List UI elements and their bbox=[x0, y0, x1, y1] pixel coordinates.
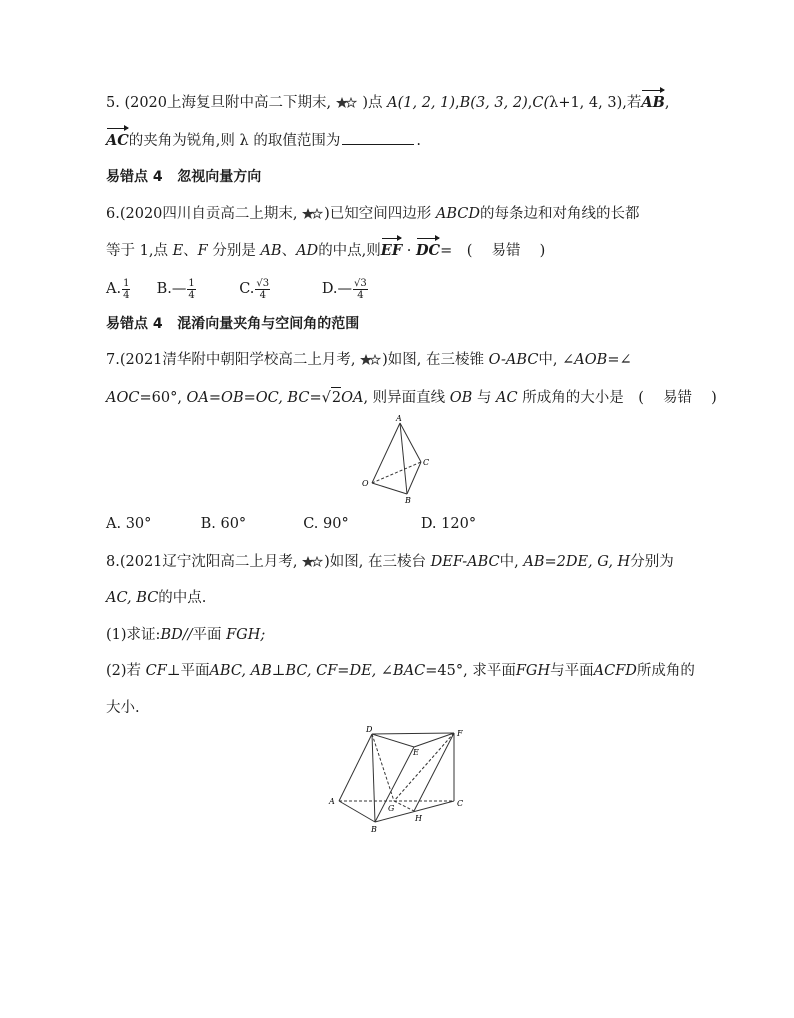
q7-line1: 7.(2021清华附中朝阳学校高二上月考, )如图, 在三棱锥 O-ABC中, ∠AOB=∠ bbox=[106, 352, 632, 368]
label-o: O bbox=[362, 479, 369, 488]
q5-number: 5. bbox=[106, 95, 120, 111]
edge-gh-hidden bbox=[394, 801, 414, 811]
label-c: C bbox=[457, 799, 464, 808]
q7-line2: AOC=60°, OA=OB=OC, BC=√2OA, 则异面直线 OB 与 AC 所成角的大小是 ( 易错 ) bbox=[106, 387, 717, 408]
label-g: G bbox=[388, 804, 395, 813]
label-a: A bbox=[396, 414, 402, 423]
q8-number: 8. bbox=[106, 554, 120, 570]
label-a: A bbox=[329, 797, 335, 806]
q6-option-a[interactable]: A. $\frac{1}{4}$ bbox=[106, 277, 130, 301]
edge-bd bbox=[372, 734, 375, 822]
label-b: B bbox=[405, 496, 411, 505]
q6-option-c[interactable]: C. $\frac{√3}{4}$ bbox=[239, 277, 270, 301]
difficulty-star-icon bbox=[302, 208, 324, 220]
label-e: E bbox=[413, 748, 419, 757]
edge-de bbox=[372, 734, 414, 747]
difficulty-star-icon bbox=[360, 354, 382, 366]
label-f: F bbox=[457, 729, 463, 738]
edge-be bbox=[375, 747, 414, 822]
edge-ao bbox=[372, 423, 400, 483]
q7-options bbox=[106, 514, 476, 534]
frustum-figure bbox=[322, 722, 474, 838]
vector-dc: DC bbox=[415, 242, 441, 259]
q7-number: 7. bbox=[106, 352, 120, 368]
label-d: D bbox=[366, 725, 373, 734]
label-b: B bbox=[371, 825, 377, 834]
q6-options bbox=[106, 276, 369, 302]
answer-blank[interactable] bbox=[342, 130, 414, 145]
edge-ob bbox=[372, 483, 407, 494]
vector-ef: EF bbox=[380, 242, 403, 259]
q8-part1: (1)求证:BD//平面 FGH; bbox=[106, 627, 266, 643]
q5-line2: AC的夹角为锐角,则 λ 的取值范围为 . bbox=[106, 132, 421, 149]
tetrahedron-figure bbox=[360, 413, 440, 505]
section-heading-1: 易错点 4 忽视向量方向 bbox=[106, 169, 262, 185]
edge-ab bbox=[339, 801, 375, 822]
edge-ad bbox=[339, 734, 372, 801]
difficulty-star-icon bbox=[336, 97, 358, 109]
label-c: C bbox=[423, 458, 430, 467]
vector-ac: AC bbox=[106, 132, 129, 149]
q7-option-d[interactable]: D. 120° bbox=[420, 516, 477, 532]
q8-line4: 大小. bbox=[106, 700, 140, 716]
q6-option-d[interactable]: D.— $\frac{√3}{4}$ bbox=[321, 277, 367, 301]
q7-option-c[interactable]: C. 90° bbox=[303, 516, 349, 532]
vector-ab: AB bbox=[641, 94, 665, 111]
q7-option-b[interactable]: B. 60° bbox=[200, 516, 247, 532]
edge-df bbox=[372, 733, 454, 734]
q6-option-b[interactable]: B.— $\frac{1}{4}$ bbox=[156, 277, 195, 301]
q7-option-a[interactable]: A. 30° bbox=[106, 516, 152, 532]
q8-line1: 8.(2021辽宁沈阳高二上月考, )如图, 在三棱台 DEF-ABC中, AB=2DE, G, H分别为 bbox=[106, 554, 674, 570]
section-heading-2: 易错点 4 混淆向量夹角与空间角的范围 bbox=[106, 316, 360, 332]
q8-part2: (2)若 CF⊥平面ABC, AB⊥BC, CF=DE, ∠BAC=45°, 求平面FGH与平面ACFD所成角的 bbox=[106, 663, 695, 679]
difficulty-star-icon bbox=[302, 556, 324, 568]
q6-line2: 等于 1,点 E、F 分别是 AB、AD的中点,则EF · DC= ( 易错 ) bbox=[106, 242, 546, 259]
q8-line2: AC, BC的中点. bbox=[106, 590, 207, 606]
label-h: H bbox=[415, 814, 422, 823]
q5-line1: 5. (2020上海复旦附中高二下期末, )点 A(1, 2, 1),B(3, 3, 2),C(λ+1, 4, 3),若AB, bbox=[106, 94, 670, 111]
q6-line1: 6.(2020四川自贡高二上期末, )已知空间四边形 ABCD的每条边和对角线的长都 bbox=[106, 206, 640, 222]
q6-number: 6. bbox=[106, 206, 120, 222]
